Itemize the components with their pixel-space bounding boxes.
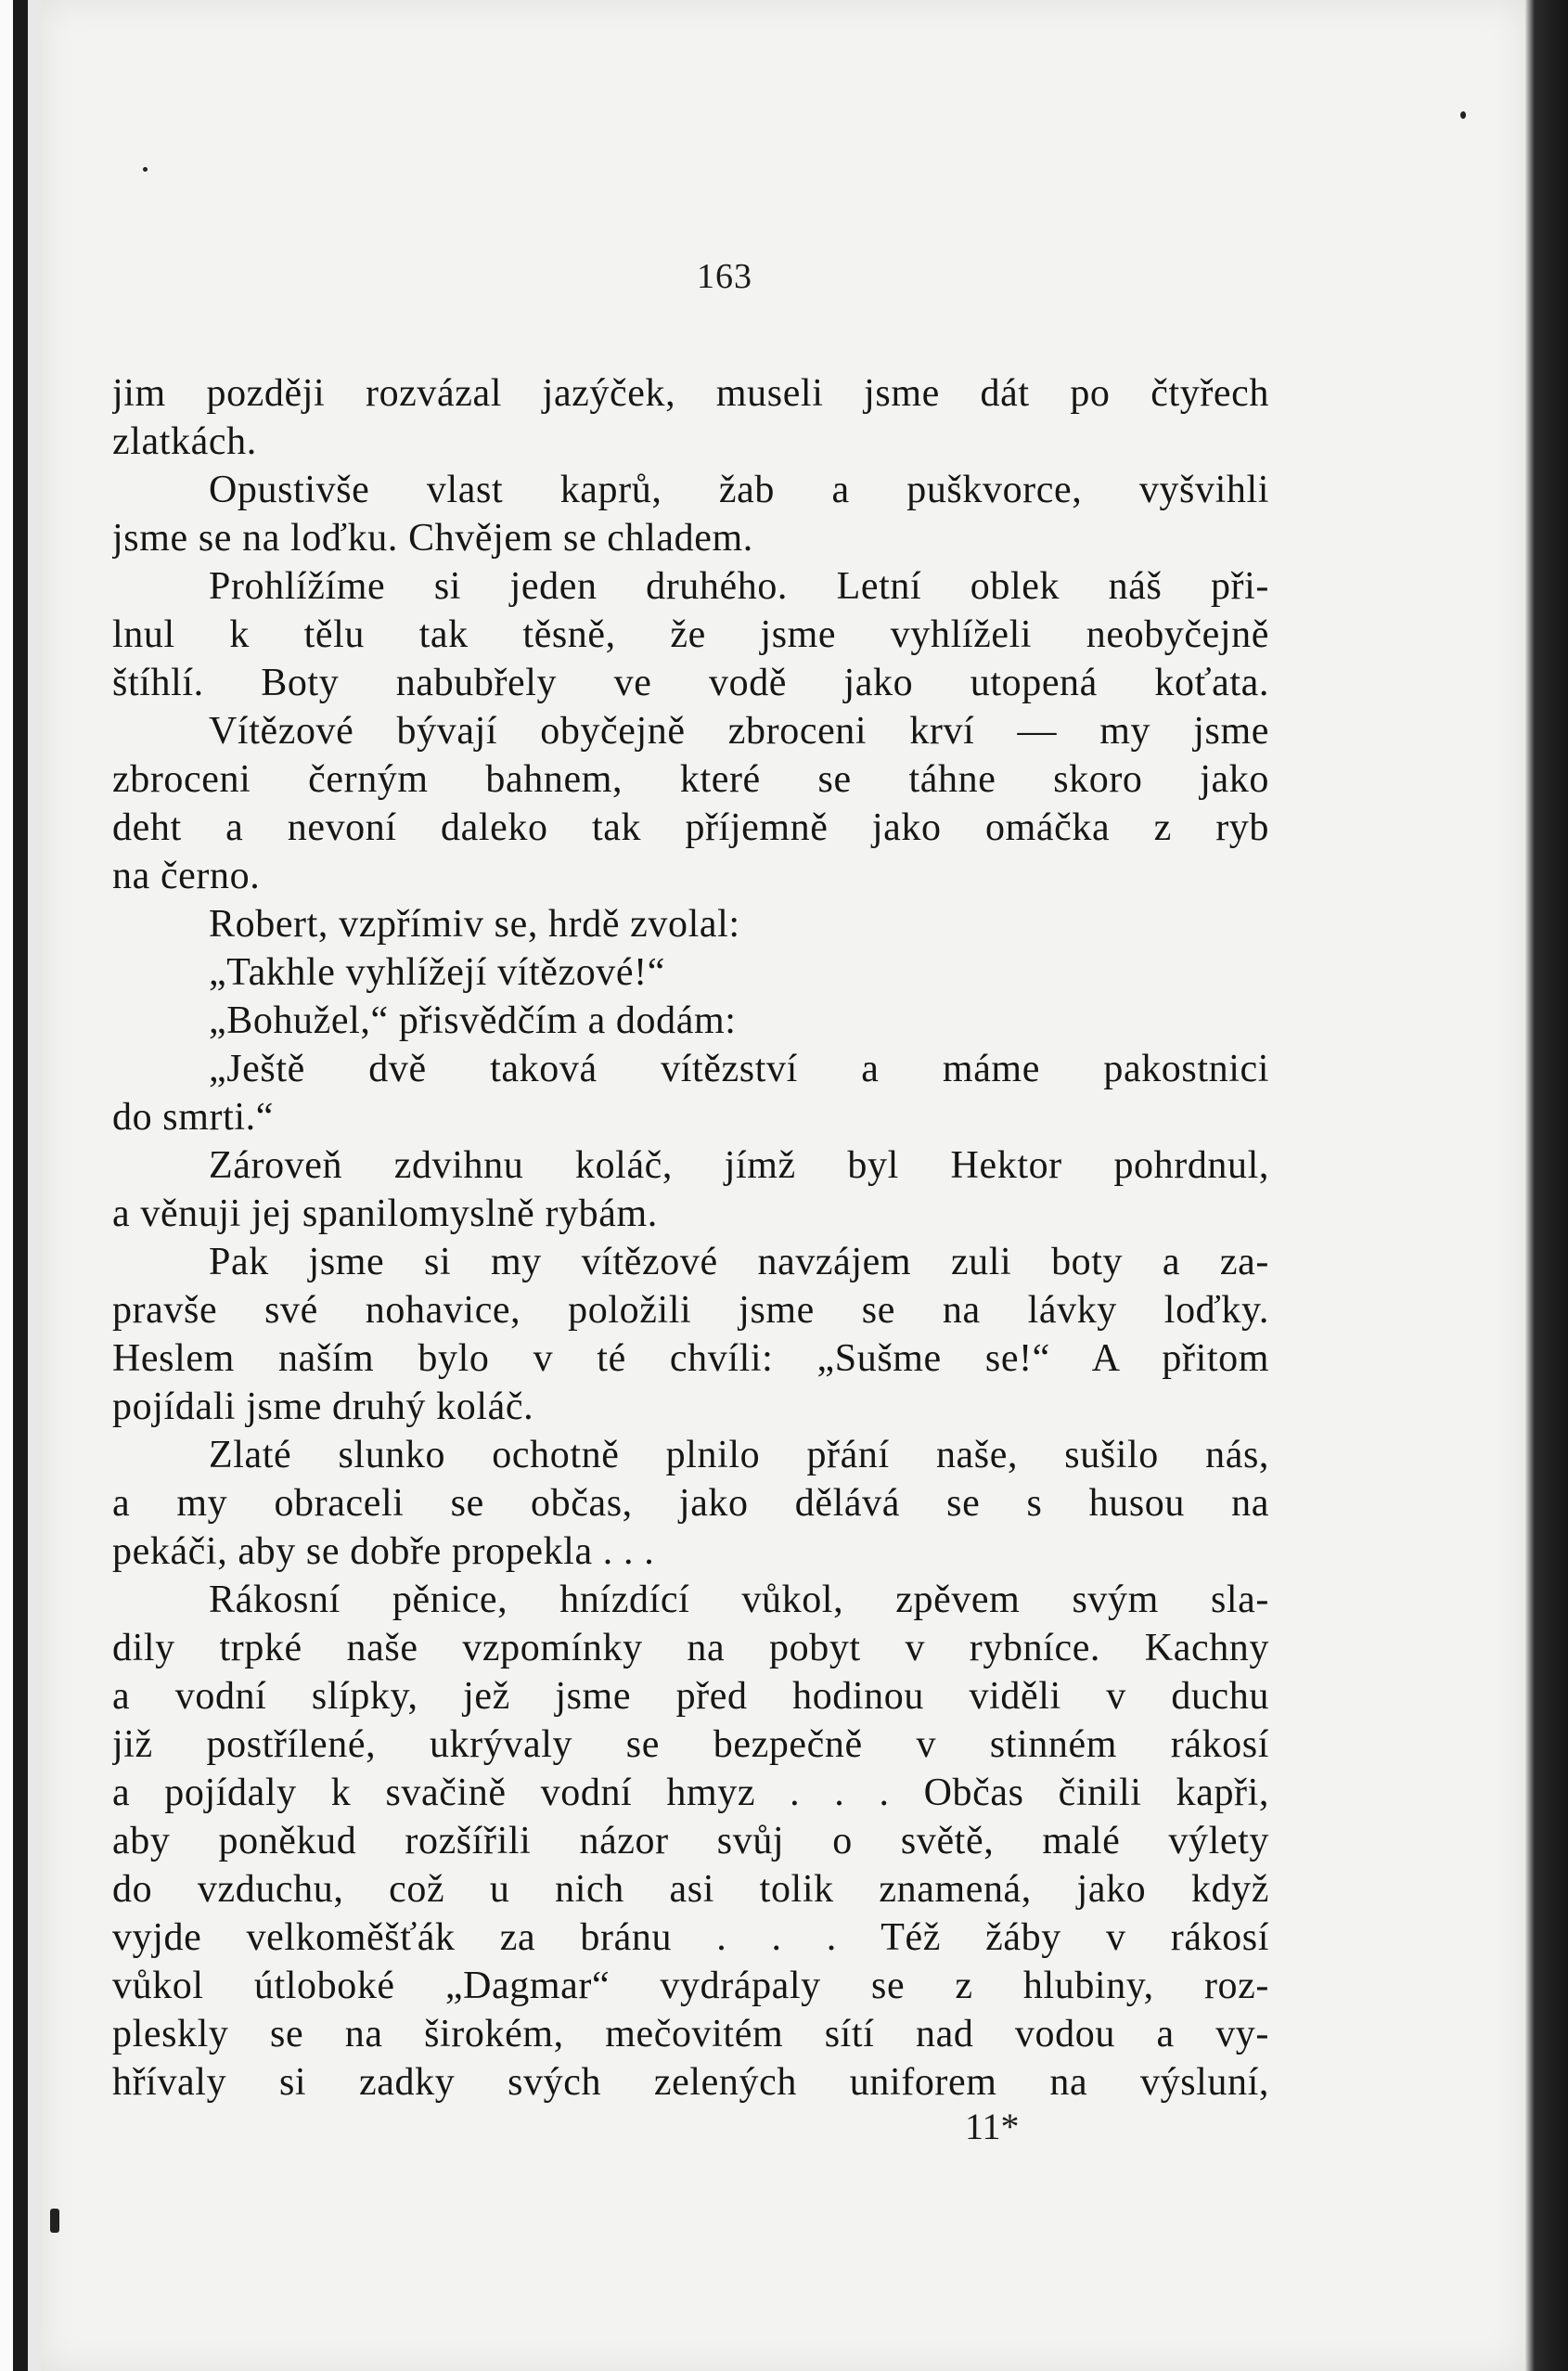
page-right-edge: [1525, 0, 1568, 2371]
text-line: pleskly se na širokém, mečovitém sítí nad vodou a vy-: [112, 2013, 1269, 2055]
text-line: Rákosní pěnice, hnízdící vůkol, zpěvem svým sla-: [209, 1579, 1269, 1621]
text-line: deht a nevoní daleko tak příjemně jako omáčka z ryb: [112, 806, 1269, 849]
text-line: Opustivše vlast kaprů, žab a puškvorce, vyšvihli: [209, 469, 1269, 511]
text-line: Vítězové bývají obyčejně zbroceni krví — my jsme: [209, 710, 1269, 753]
text-line: štíhlí. Boty nabubřely ve vodě jako utopená koťata.: [112, 662, 1269, 704]
text-line: Pak jsme si my vítězové navzájem zuli boty a za-: [209, 1241, 1269, 1283]
text-line: a věnuji jej spanilomyslně rybám.: [112, 1192, 658, 1235]
book-binding-edge: [0, 0, 41, 2371]
text-line: hřívaly si zadky svých zelených uniforem na výsluní,: [112, 2061, 1269, 2104]
text-line: vůkol útloboké „Dagmar“ vydrápaly se z hlubiny, roz-: [112, 1965, 1269, 2007]
ink-speck: [50, 2209, 59, 2233]
ink-speck: [143, 167, 148, 172]
text-line: Robert, vzpřímiv se, hrdě zvolal:: [209, 903, 740, 946]
text-line: „Takhle vyhlížejí vítězové!“: [209, 951, 665, 994]
text-line: a vodní slípky, jež jsme před hodinou viděli v duchu: [112, 1675, 1269, 1718]
body-text: [112, 369, 1269, 2107]
text-line: pravše své nohavice, položili jsme se na lávky loďky.: [112, 1289, 1269, 1332]
text-line: „Ještě dvě taková vítězství a máme pakostnici: [209, 1048, 1269, 1090]
text-line: do smrti.“: [112, 1096, 274, 1139]
text-line: lnul k tělu tak těsně, že jsme vyhlíželi neobyčejně: [112, 613, 1269, 656]
ink-speck: [1460, 111, 1466, 119]
text-line: Zlaté slunko ochotně plnilo přání naše, sušilo nás,: [209, 1434, 1269, 1476]
page-number: 163: [697, 257, 752, 296]
text-line: jim později rozvázal jazýček, museli jsme dát po čtyřech: [112, 372, 1269, 415]
text-line: Zároveň zdvihnu koláč, jímž byl Hektor pohrdnul,: [209, 1144, 1269, 1187]
text-line: zbroceni černým bahnem, které se táhne skoro jako: [112, 758, 1269, 801]
text-line: aby poněkud rozšířili názor svůj o světě, malé výlety: [112, 1820, 1269, 1862]
text-line: již postřílené, ukrývaly se bezpečně v stinném rákosí: [112, 1723, 1269, 1766]
text-line: jsme se na loďku. Chvějem se chladem.: [112, 517, 753, 560]
text-line: do vzduchu, což u nich asi tolik znamená, jako když: [112, 1868, 1269, 1911]
text-line: „Bohužel,“ přisvědčím a dodám:: [209, 999, 737, 1042]
text-line: a pojídaly k svačině vodní hmyz . . . Občas činili kapři,: [112, 1772, 1269, 1814]
text-line: Heslem naším bylo v té chvíli: „Sušme se!“ A přitom: [112, 1337, 1269, 1380]
text-line: dily trpké naše vzpomínky na pobyt v rybníce. Kachny: [112, 1627, 1269, 1669]
text-line: vyjde velkoměšťák za bránu . . . Též žáby v rákosí: [112, 1916, 1269, 1959]
text-line: zlatkách.: [112, 420, 257, 463]
printer-signature-mark: 11*: [965, 2106, 1020, 2147]
text-line: na černo.: [112, 855, 261, 897]
text-line: Prohlížíme si jeden druhého. Letní oblek náš při-: [209, 565, 1269, 608]
text-line: pekáči, aby se dobře propekla . . .: [112, 1530, 655, 1573]
text-line: a my obraceli se občas, jako dělává se s husou na: [112, 1482, 1269, 1525]
text-line: pojídali jsme druhý koláč.: [112, 1385, 534, 1428]
